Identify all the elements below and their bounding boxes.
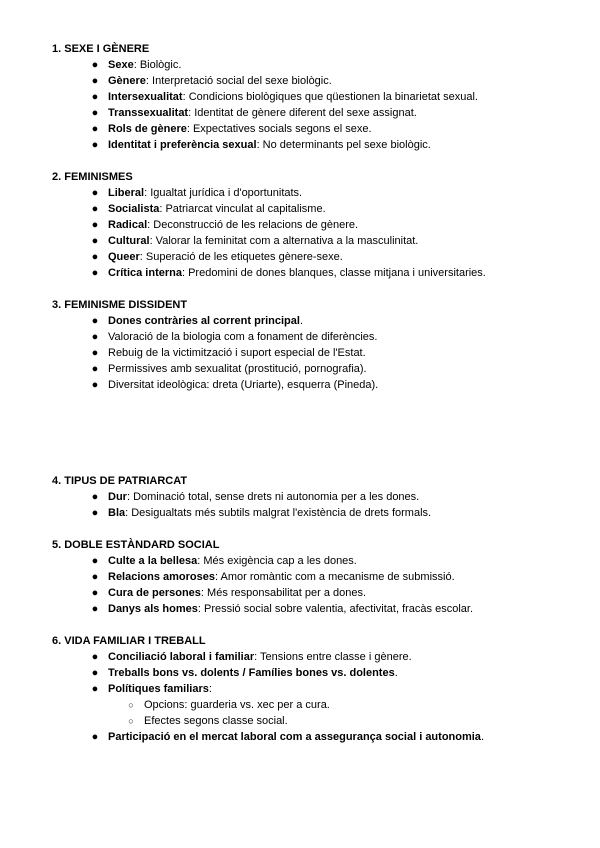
list-item: ● Transsexualitat: Identitat de gènere diferent del sexe assignat. — [91, 107, 417, 119]
bullet-icon: ● — [91, 235, 99, 247]
list-item: ● Identitat i preferència sexual: No determinants pel sexe biològic. — [91, 139, 431, 151]
hollow-bullet-icon: ○ — [128, 700, 134, 710]
list-item: ● Gènere: Interpretació social del sexe biològic. — [91, 75, 332, 87]
bullet-icon: ● — [91, 139, 99, 151]
bullet-icon: ● — [91, 379, 99, 391]
bullet-icon: ● — [91, 203, 99, 215]
section-title: 1. SEXE I GÈNERE — [52, 43, 150, 55]
list-item: ● Radical: Deconstrucció de les relacions de gènere. — [91, 219, 359, 231]
list-item: ● Bla: Desigualtats més subtils malgrat l'existència de drets formals. — [91, 507, 432, 519]
bullet-icon: ● — [91, 107, 99, 119]
bullet-icon: ● — [91, 59, 99, 71]
bullet-icon: ● — [91, 187, 99, 199]
hollow-bullet-icon: ○ — [128, 716, 134, 726]
bullet-icon: ● — [91, 491, 99, 503]
list-item: ● Permissives amb sexualitat (prostitució, pornografia). — [91, 363, 367, 375]
sub-list-item: ○ Efectes segons classe social. — [144, 714, 288, 728]
list-item: ● Diversitat ideològica: dreta (Uriarte), esquerra (Pineda). — [91, 379, 379, 391]
bullet-icon: ● — [91, 731, 99, 743]
bullet-icon: ● — [91, 75, 99, 87]
list-item: ● Polítiques familiars: — [91, 683, 212, 695]
bullet-icon: ● — [91, 603, 99, 615]
bullet-icon: ● — [91, 555, 99, 567]
list-item: ● Rebuig de la victimització i suport especial de l'Estat. — [91, 347, 366, 359]
list-item: ● Queer: Superació de les etiquetes gènere-sexe. — [91, 251, 343, 263]
bullet-icon: ● — [91, 251, 99, 263]
list-item: ● Valoració de la biologia com a fonament de diferències. — [91, 331, 378, 343]
section-title: 3. FEMINISME DISSIDENT — [52, 299, 188, 311]
bullet-icon: ● — [91, 91, 99, 103]
bullet-icon: ● — [91, 571, 99, 583]
list-item: ● Danys als homes: Pressió social sobre valentia, afectivitat, fracàs escolar. — [91, 603, 473, 615]
list-item: ● Treballs bons vs. dolents / Famílies bones vs. dolentes. — [91, 667, 398, 679]
list-item: ● Crítica interna: Predomini de dones blanques, classe mitjana i universitaries. — [91, 267, 486, 279]
bullet-icon: ● — [91, 667, 99, 679]
bullet-icon: ● — [91, 219, 99, 231]
bullet-icon: ● — [91, 331, 99, 343]
bullet-icon: ● — [91, 123, 99, 135]
list-item: ● Culte a la bellesa: Més exigència cap a les dones. — [91, 555, 357, 567]
bullet-icon: ● — [91, 363, 99, 375]
list-item: ● Socialista: Patriarcat vinculat al capitalisme. — [91, 203, 326, 215]
bullet-icon: ● — [91, 267, 99, 279]
list-item: ● Participació en el mercat laboral com a assegurança social i autonomia. — [91, 731, 484, 743]
bullet-icon: ● — [91, 651, 99, 663]
bullet-icon: ● — [91, 683, 99, 695]
list-item: ● Sexe: Biològic. — [91, 59, 182, 71]
list-item: ● Dones contràries al corrent principal. — [91, 315, 304, 327]
list-item: ● Liberal: Igualtat jurídica i d'oportunitats. — [91, 187, 303, 199]
list-item: ● Conciliació laboral i familiar: Tensions entre classe i gènere. — [91, 651, 412, 663]
section-title: 5. DOBLE ESTÀNDARD SOCIAL — [52, 539, 220, 551]
list-item: ● Rols de gènere: Expectatives socials segons el sexe. — [91, 123, 372, 135]
list-item: ● Cura de persones: Més responsabilitat per a dones. — [91, 587, 367, 599]
bullet-icon: ● — [91, 587, 99, 599]
list-item: ● Intersexualitat: Condicions biològiques que qüestionen la binarietat sexual. — [91, 91, 478, 103]
bullet-icon: ● — [91, 347, 99, 359]
list-item: ● Dur: Dominació total, sense drets ni autonomia per a les dones. — [91, 491, 420, 503]
bullet-icon: ● — [91, 507, 99, 519]
section-title: 2. FEMINISMES — [52, 171, 133, 183]
section-title: 6. VIDA FAMILIAR I TREBALL — [52, 635, 206, 647]
section-title: 4. TIPUS DE PATRIARCAT — [52, 475, 188, 487]
list-item: ● Cultural: Valorar la feminitat com a alternativa a la masculinitat. — [91, 235, 419, 247]
sub-list-item: ○ Opcions: guarderia vs. xec per a cura. — [144, 698, 330, 712]
list-item: ● Relacions amoroses: Amor romàntic com a mecanisme de submissió. — [91, 571, 455, 583]
bullet-icon: ● — [91, 315, 99, 327]
